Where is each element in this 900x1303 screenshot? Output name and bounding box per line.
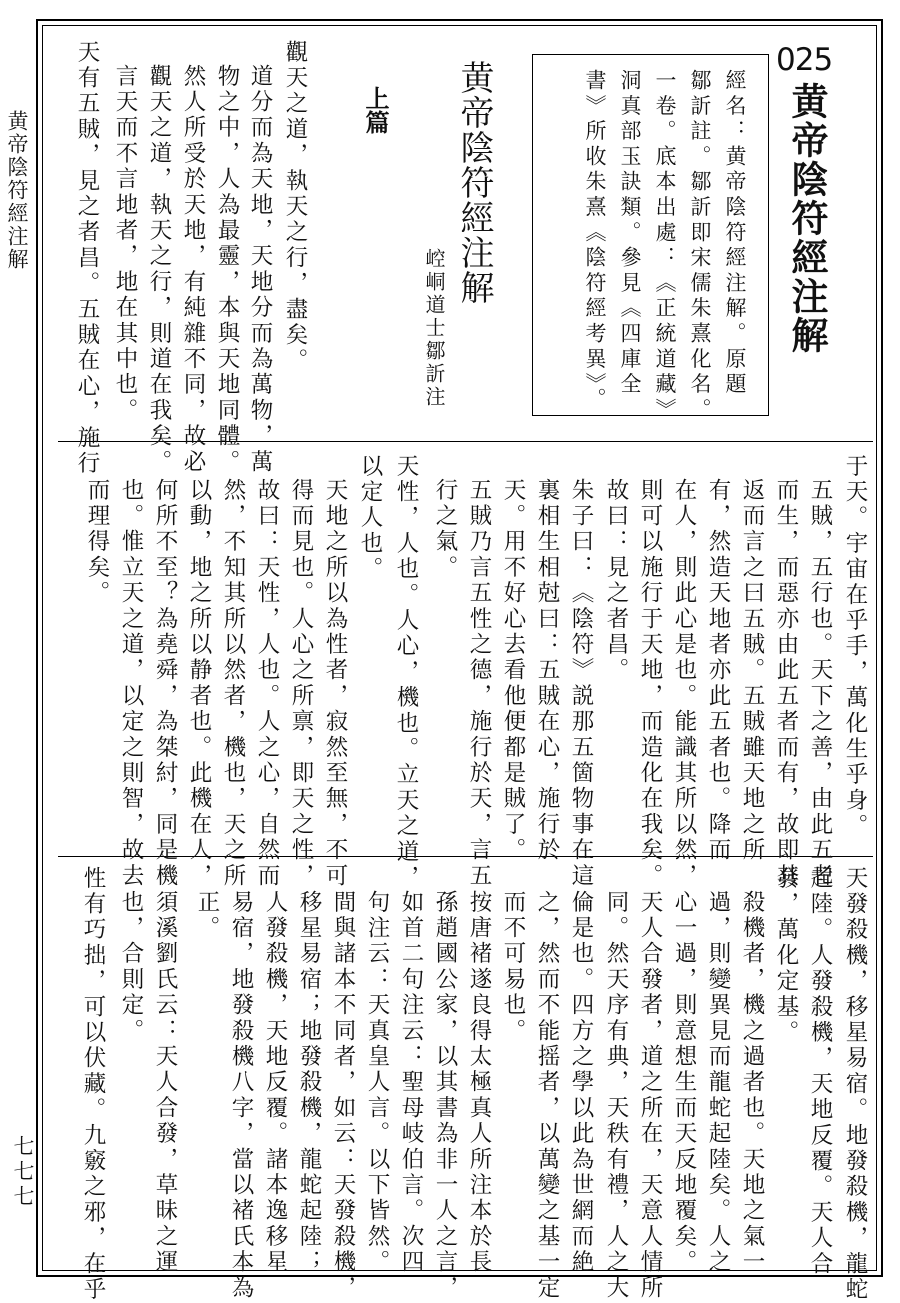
- text-column: 而生，而惡亦由此五者而有，故即其: [773, 478, 799, 890]
- text-column: 倫是也。四方之學以此為世網而絶: [568, 890, 594, 1276]
- entry-title: 黄帝陰符經注解: [785, 82, 829, 355]
- text-column: 同。然天序有典，天秩有禮，人之大: [603, 890, 629, 1302]
- text-column: 人發殺機，天地反覆。諸本逸移星: [262, 890, 288, 1276]
- text-column: 故曰：天性，人也。人之心，自然而: [254, 478, 280, 890]
- text-column: 過，則變異見而龍蛇起陸矣。人之: [705, 890, 731, 1276]
- text-column: 朱子曰：《陰符》説那五箇物事在這: [568, 478, 594, 890]
- text-column: 有，然造天地者亦此五者也。降而: [705, 478, 731, 864]
- text-column: 間與諸本不同者，如云：天發殺機，: [330, 890, 356, 1302]
- text-column: 而理得矣。: [84, 478, 110, 607]
- info-line: 洞真部玉訣類。參見《四庫全: [618, 69, 642, 398]
- info-line: 鄒訢註。鄒訢即宋儒朱熹化名。: [688, 69, 712, 424]
- text-column: 道分而為天地，天地分而為萬物，萬: [247, 64, 273, 476]
- text-column: 返而言之曰五賊。五賊雖天地之所: [739, 478, 765, 864]
- text-column: 而不可易也。: [500, 890, 526, 1045]
- text-column: 天性，人也。人心，機也。立天之道，: [393, 454, 419, 891]
- text-column: 天地之所以為性者，寂然至無，不可: [322, 478, 348, 890]
- info-line: 書》所收朱熹《陰符經考異》。: [583, 69, 607, 413]
- text-column: 如首二句注云：聖母岐伯言。次四: [398, 890, 424, 1276]
- text-column: 性有巧拙，可以伏藏。九竅之邪，在乎: [80, 866, 106, 1303]
- text-column: 正。: [194, 890, 220, 942]
- text-column: 得而見也。人心之所禀，即天之性，: [288, 478, 314, 890]
- entry-number: 025: [776, 42, 833, 78]
- author-line: 崆峒道士鄒訢注: [422, 248, 446, 409]
- text-column: 孫趙國公家，以其書為非一人之言，: [432, 890, 458, 1302]
- text-column: 以定人也。: [357, 454, 383, 583]
- text-column: 則可以施行于天地，而造化在我矣。: [637, 478, 663, 890]
- text-column: 天。用不好心去看他便都是賊了。: [500, 478, 526, 864]
- text-column: 易宿，地發殺機八字，當以褚氏本為: [228, 890, 254, 1302]
- text-column: 天人合發者，道之所在，天意人情所: [637, 890, 663, 1302]
- text-column: 何所不至？為堯舜，為桀紂，同是機: [152, 478, 178, 890]
- text-column: 觀天之道，執天之行，則道在我矣。: [146, 64, 172, 476]
- text-column: 按唐褚遂良得太極真人所注本於長: [466, 890, 492, 1276]
- text-column: 五賊，五行也。天下之善，由此五者: [807, 478, 833, 890]
- section-heading: 上篇: [361, 86, 390, 134]
- text-title: 黄帝陰符經注解: [454, 60, 494, 305]
- text-column: 五賊乃言五性之德，施行於天，言五: [466, 478, 492, 890]
- text-column: 句注云：天真皇人言。以下皆然。: [364, 890, 390, 1276]
- info-line: 經名：黄帝陰符經注解。原題: [723, 69, 747, 398]
- page-number: 七七七: [11, 1135, 35, 1210]
- text-column: 之，然而不能摇者，以萬變之基一定: [534, 890, 560, 1302]
- text-column: 然，不知其所以然者，機也，天之所: [220, 478, 246, 890]
- margin-book-title: 黄帝陰符經注解: [5, 110, 29, 271]
- text-column: 物之中，人為最靈，本與天地同體。: [214, 64, 240, 476]
- text-column: 殺機者，機之過者也。天地之氣一: [739, 890, 765, 1276]
- text-column: 故曰：見之者昌。: [603, 478, 629, 684]
- text-column: 在人，則此心是也。能識其所以然，: [671, 478, 697, 890]
- info-line: 一卷。底本出處：《正統道藏》: [653, 69, 677, 424]
- info-box: [532, 54, 769, 424]
- text-column: 觀天之道，執天之行，盡矣。: [282, 40, 308, 375]
- text-column: 以動，地之所以静者也。此機在人，: [186, 478, 212, 890]
- text-column: 起陸。人發殺機，天地反覆。天人合: [807, 866, 833, 1278]
- text-column: 天有五賊，見之者昌。五賊在心，施行: [74, 40, 100, 477]
- text-column: 發，萬化定基。: [773, 866, 799, 1046]
- text-column: 然人所受於天地，有純雜不同，故必: [180, 64, 206, 476]
- text-column: 也，合則定。: [118, 890, 144, 1045]
- text-column: 須溪劉氏云：天人合發，草昧之運: [152, 890, 178, 1276]
- text-column: 裏相生相尅曰：五賊在心，施行於: [534, 478, 560, 864]
- text-column: 天發殺機，移星易宿。地發殺機，龍蛇: [842, 866, 868, 1303]
- text-column: 心一過，則意想生而天反地覆矣。: [671, 890, 697, 1276]
- text-column: 也。惟立天之道，以定之則智，故去: [118, 478, 144, 890]
- text-column: 言天而不言地者，地在其中也。: [112, 64, 138, 424]
- text-column: 移星易宿；地發殺機，龍蛇起陸；: [296, 890, 322, 1276]
- text-column: 于天。宇宙在乎手，萬化生乎身。: [842, 454, 868, 840]
- text-column: 行之氣。: [432, 478, 458, 581]
